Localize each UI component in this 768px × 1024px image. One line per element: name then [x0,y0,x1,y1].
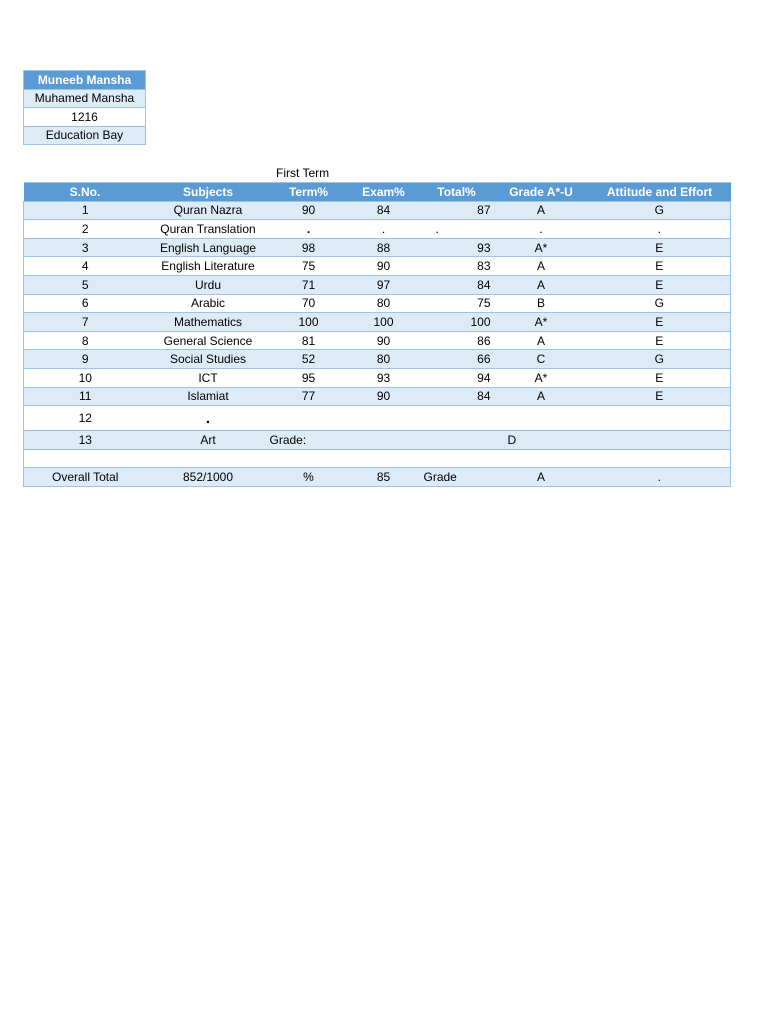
row-grade-label: Grade: [270,431,348,450]
table-row [24,238,731,257]
header-term: Term% [270,183,348,202]
row-exam: 80 [348,350,420,369]
row-exam: 80 [348,294,420,313]
row-sno: 12 [24,406,147,431]
row-subject: ICT [147,368,270,387]
row-exam: 100 [348,313,420,332]
row-grade: C [494,350,589,369]
row-subject: Quran Nazra [147,201,270,220]
row-sno: 9 [24,350,147,369]
row-term: 81 [270,331,348,350]
row-term: 75 [270,257,348,276]
row-attitude: E [589,313,731,332]
row-total: 94 [420,368,494,387]
table-row-empty [24,449,731,468]
table-row [24,350,731,369]
overall-attitude: . [589,468,731,487]
row-grade: B [494,294,589,313]
row-sno: 8 [24,331,147,350]
table-row [24,368,731,387]
table-row [24,431,731,450]
row-term: 95 [270,368,348,387]
row-total: 84 [420,387,494,406]
row-term: 98 [270,238,348,257]
row-term: . [270,220,348,239]
row-attitude: G [589,294,731,313]
row-grade: . [494,220,589,239]
row-sno: 5 [24,275,147,294]
header-attitude: Attitude and Effort [589,183,731,202]
table-row [24,313,731,332]
row-total: 93 [420,238,494,257]
table-row [24,406,731,431]
row-subject: Art [147,431,270,450]
row-attitude: E [589,331,731,350]
row-grade: A [494,257,589,276]
row-sno: 1 [24,201,147,220]
row-grade: A* [494,313,589,332]
results-table [23,182,731,487]
roll-number: 1216 [24,108,146,127]
overall-label: Overall Total [24,468,147,487]
overall-total-row [24,468,731,487]
row-total: 83 [420,257,494,276]
row-sno: 2 [24,220,147,239]
row-sno: 6 [24,294,147,313]
row-total: 87 [420,201,494,220]
row-attitude: E [589,238,731,257]
row-subject: English Literature [147,257,270,276]
table-row [24,220,731,239]
school-name: Education Bay [24,126,146,145]
row-exam: 90 [348,331,420,350]
row-sno: 4 [24,257,147,276]
father-name: Muhamed Mansha [24,89,146,108]
row-total: . [420,220,494,239]
table-row [24,294,731,313]
row-subject: Quran Translation [147,220,270,239]
row-subject: General Science [147,331,270,350]
row-attitude: E [589,387,731,406]
header-total: Total% [420,183,494,202]
student-name: Muneeb Mansha [24,71,146,90]
row-attitude: G [589,201,731,220]
row-subject: Urdu [147,275,270,294]
row-exam: . [348,220,420,239]
table-row [24,257,731,276]
student-info-block [23,70,146,145]
header-exam: Exam% [348,183,420,202]
row-subject: . [147,406,270,431]
row-total: 100 [420,313,494,332]
row-exam: 93 [348,368,420,387]
row-subject: Islamiat [147,387,270,406]
row-grade: A* [494,368,589,387]
header-grade: Grade A*-U [494,183,589,202]
row-attitude: E [589,368,731,387]
row-sno: 11 [24,387,147,406]
row-grade-value: D [494,431,589,450]
term-label: First Term [276,166,330,180]
overall-grade: A [494,468,589,487]
row-term: 70 [270,294,348,313]
table-row [24,387,731,406]
row-total: 75 [420,294,494,313]
row-exam: 90 [348,257,420,276]
row-sno: 13 [24,431,147,450]
row-term: 52 [270,350,348,369]
header-row [24,183,731,202]
row-term: 77 [270,387,348,406]
row-term: 71 [270,275,348,294]
row-exam: 90 [348,387,420,406]
row-grade: A* [494,238,589,257]
overall-marks: 852/1000 [147,468,270,487]
row-total: 84 [420,275,494,294]
row-subject: Mathematics [147,313,270,332]
overall-percent-label: % [270,468,348,487]
table-row [24,275,731,294]
row-exam: 88 [348,238,420,257]
row-grade: A [494,387,589,406]
row-attitude: E [589,257,731,276]
table-row [24,201,731,220]
row-subject: Social Studies [147,350,270,369]
row-sno: 3 [24,238,147,257]
row-attitude: . [589,220,731,239]
row-sno: 10 [24,368,147,387]
row-total: 86 [420,331,494,350]
row-grade: A [494,201,589,220]
header-sno: S.No. [24,183,147,202]
overall-grade-label: Grade [420,468,494,487]
row-attitude: G [589,350,731,369]
row-exam: 97 [348,275,420,294]
table-row [24,331,731,350]
row-exam: 84 [348,201,420,220]
row-subject: English Language [147,238,270,257]
row-term: 90 [270,201,348,220]
row-attitude: E [589,275,731,294]
overall-percent: 85 [348,468,420,487]
row-sno: 7 [24,313,147,332]
row-grade: A [494,331,589,350]
row-grade: A [494,275,589,294]
row-term: 100 [270,313,348,332]
row-subject: Arabic [147,294,270,313]
header-subjects: Subjects [147,183,270,202]
row-total: 66 [420,350,494,369]
